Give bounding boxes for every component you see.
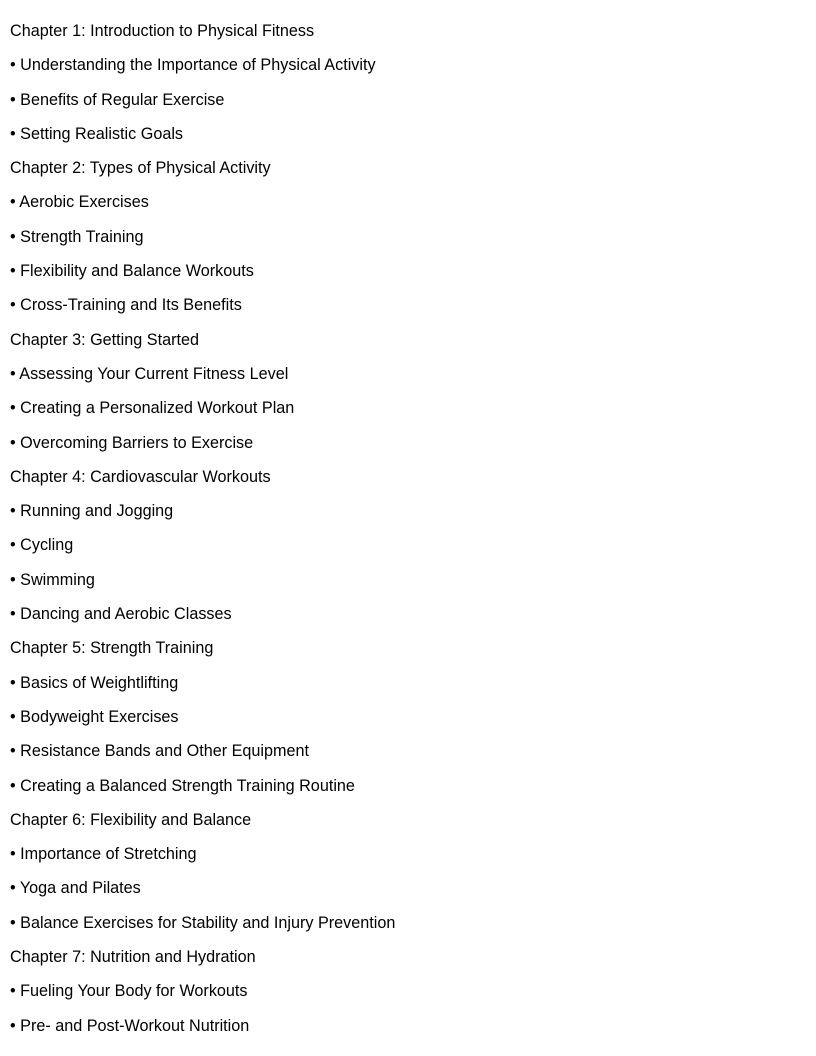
- chapter-heading: Chapter 6: Flexibility and Balance: [10, 810, 252, 829]
- outline-item: • Cross-Training and Its Benefits: [10, 296, 242, 315]
- outline-item: • Overcoming Barriers to Exercise: [10, 433, 254, 452]
- chapter-heading: Chapter 7: Nutrition and Hydration: [10, 948, 256, 967]
- chapter-heading: Chapter 3: Getting Started: [10, 330, 199, 349]
- outline-item: • Dancing and Aerobic Classes: [10, 605, 232, 624]
- outline-item: • Setting Realistic Goals: [10, 124, 184, 143]
- chapter-heading: Chapter 4: Cardiovascular Workouts: [10, 467, 271, 486]
- outline-item: • Pre- and Post-Workout Nutrition: [10, 1016, 250, 1035]
- outline-item: • Balance Exercises for Stability and Injury Prevention: [10, 913, 396, 932]
- outline-item: • Assessing Your Current Fitness Level: [10, 364, 289, 383]
- outline-item: • Creating a Personalized Workout Plan: [10, 399, 295, 418]
- outline-item: • Swimming: [10, 570, 95, 589]
- outline-item: • Importance of Stretching: [10, 845, 197, 864]
- outline-item: • Understanding the Importance of Physical Activity: [10, 56, 376, 75]
- outline-item: • Fueling Your Body for Workouts: [10, 982, 248, 1001]
- chapter-heading: Chapter 2: Types of Physical Activity: [10, 159, 271, 178]
- outline-item: • Resistance Bands and Other Equipment: [10, 742, 310, 761]
- outline-item: • Bodyweight Exercises: [10, 707, 179, 726]
- outline-item: • Strength Training: [10, 227, 144, 246]
- outline-item: • Benefits of Regular Exercise: [10, 90, 225, 109]
- chapter-heading: Chapter 5: Strength Training: [10, 639, 214, 658]
- document-outline: [10, 20, 800, 1049]
- outline-item: • Flexibility and Balance Workouts: [10, 262, 254, 281]
- outline-item: • Running and Jogging: [10, 502, 174, 521]
- outline-item: • Creating a Balanced Strength Training Routine: [10, 776, 355, 795]
- outline-item: • Yoga and Pilates: [10, 879, 141, 898]
- outline-item: • Basics of Weightlifting: [10, 673, 179, 692]
- chapter-heading: Chapter 1: Introduction to Physical Fitness: [10, 22, 315, 40]
- outline-item: • Aerobic Exercises: [10, 193, 149, 212]
- outline-item: • Cycling: [10, 536, 74, 555]
